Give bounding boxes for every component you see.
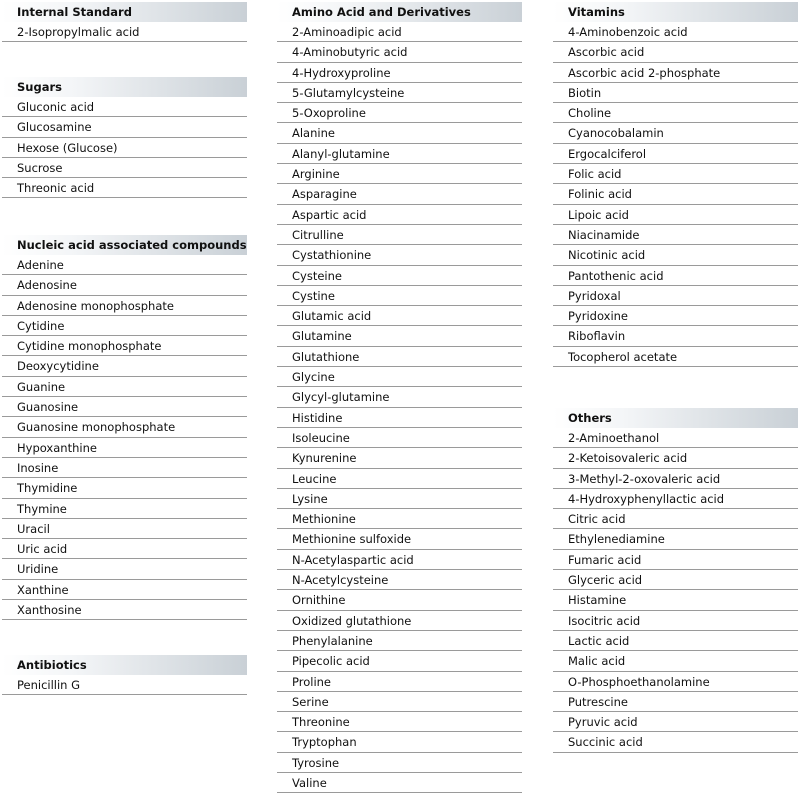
compound-list [2,255,247,620]
list-item: Leucine [277,469,522,489]
list-item: Cyanocobalamin [553,123,798,143]
list-item: 2-Aminoethanol [553,428,798,448]
list-item: Putrescine [553,692,798,712]
section-internal-standard [2,2,247,42]
section-amino-acid-and-derivatives [277,2,522,793]
list-item: Glutamic acid [277,306,522,326]
list-item: Fumaric acid [553,550,798,570]
list-item: Adenine [2,255,247,275]
list-item: Glutathione [277,347,522,367]
list-item: 4-Aminobenzoic acid [553,22,798,42]
list-item: Riboflavin [553,326,798,346]
section-header: Amino Acid and Derivatives [277,2,522,22]
list-item: Phenylalanine [277,631,522,651]
compound-list [277,22,522,793]
list-item: Inosine [2,458,247,478]
list-item: Ethylenediamine [553,529,798,549]
list-item: Kynurenine [277,448,522,468]
list-item: Xanthine [2,580,247,600]
list-item: Pyridoxal [553,286,798,306]
section-vitamins [553,2,798,367]
list-item: 4-Hydroxyproline [277,63,522,83]
list-item: Glycine [277,367,522,387]
list-item: Lysine [277,489,522,509]
list-item: Methionine [277,509,522,529]
list-item: Threonic acid [2,178,247,198]
section-antibiotics [2,655,247,695]
list-item: Tryptophan [277,732,522,752]
list-item: Glucosamine [2,117,247,137]
list-item: N-Acetylcysteine [277,570,522,590]
list-item: Cystathionine [277,245,522,265]
list-item: Methionine sulfoxide [277,529,522,549]
compound-list [553,428,798,753]
list-item: 2-Ketoisovaleric acid [553,448,798,468]
list-item: Penicillin G [2,675,247,695]
list-item: N-Acetylaspartic acid [277,550,522,570]
section-header: Antibiotics [2,655,247,675]
list-item: Malic acid [553,651,798,671]
list-item: Xanthosine [2,600,247,620]
list-item: Uric acid [2,539,247,559]
list-item: Hypoxanthine [2,438,247,458]
list-item: Histamine [553,590,798,610]
list-item: Thymidine [2,478,247,498]
list-item: Alanine [277,123,522,143]
list-item: Cytidine monophosphate [2,336,247,356]
list-item: Deoxycytidine [2,356,247,376]
list-item: Pyruvic acid [553,712,798,732]
section-header: Others [553,408,798,428]
list-item: Glycyl-glutamine [277,387,522,407]
list-item: Adenosine [2,275,247,295]
list-item: Folic acid [553,164,798,184]
list-item: Ascorbic acid 2-phosphate [553,63,798,83]
list-item: Niacinamide [553,225,798,245]
list-item: Hexose (Glucose) [2,138,247,158]
list-item: 3-Methyl-2-oxovaleric acid [553,469,798,489]
section-header: Vitamins [553,2,798,22]
list-item: O-Phosphoethanolamine [553,672,798,692]
list-item: 4-Hydroxyphenyllactic acid [553,489,798,509]
list-item: Pantothenic acid [553,266,798,286]
list-item: Pyridoxine [553,306,798,326]
list-item: Isocitric acid [553,611,798,631]
list-item: Glyceric acid [553,570,798,590]
list-item: Cysteine [277,266,522,286]
list-item: Proline [277,672,522,692]
list-item: Oxidized glutathione [277,611,522,631]
compound-list [2,22,247,42]
compound-list [553,22,798,367]
list-item: Isoleucine [277,428,522,448]
section-header: Nucleic acid associated compounds [2,235,247,255]
list-item: Citrulline [277,225,522,245]
list-item: Biotin [553,83,798,103]
list-item: Serine [277,692,522,712]
list-item: Succinic acid [553,732,798,752]
list-item: 5-Oxoproline [277,103,522,123]
list-item: Aspartic acid [277,205,522,225]
list-item: 5-Glutamylcysteine [277,83,522,103]
list-item: Thymine [2,499,247,519]
list-item: Ornithine [277,590,522,610]
list-item: 2-Isopropylmalic acid [2,22,247,42]
list-item: Citric acid [553,509,798,529]
list-item: Histidine [277,408,522,428]
section-header: Internal Standard [2,2,247,22]
list-item: Adenosine monophosphate [2,296,247,316]
list-item: Ascorbic acid [553,42,798,62]
list-item: Guanine [2,377,247,397]
list-item: Choline [553,103,798,123]
list-item: Ergocalciferol [553,144,798,164]
section-nucleic-acid-associated-compounds [2,235,247,620]
list-item: Asparagine [277,184,522,204]
list-item: Lactic acid [553,631,798,651]
list-item: Sucrose [2,158,247,178]
list-item: Tyrosine [277,753,522,773]
list-item: Pipecolic acid [277,651,522,671]
list-item: Cystine [277,286,522,306]
section-sugars [2,77,247,198]
list-item: Nicotinic acid [553,245,798,265]
list-item: Tocopherol acetate [553,347,798,367]
list-item: Arginine [277,164,522,184]
compound-list [2,675,247,695]
list-item: Folinic acid [553,184,798,204]
list-item: Lipoic acid [553,205,798,225]
list-item: Glutamine [277,326,522,346]
list-item: Threonine [277,712,522,732]
list-item: Uracil [2,519,247,539]
list-item: 2-Aminoadipic acid [277,22,522,42]
section-others [553,408,798,753]
list-item: Uridine [2,559,247,579]
list-item: Guanosine monophosphate [2,417,247,437]
list-item: Guanosine [2,397,247,417]
list-item: Alanyl-glutamine [277,144,522,164]
list-item: 4-Aminobutyric acid [277,42,522,62]
compound-list [2,97,247,198]
list-item: Valine [277,773,522,793]
section-header: Sugars [2,77,247,97]
list-item: Cytidine [2,316,247,336]
list-item: Gluconic acid [2,97,247,117]
